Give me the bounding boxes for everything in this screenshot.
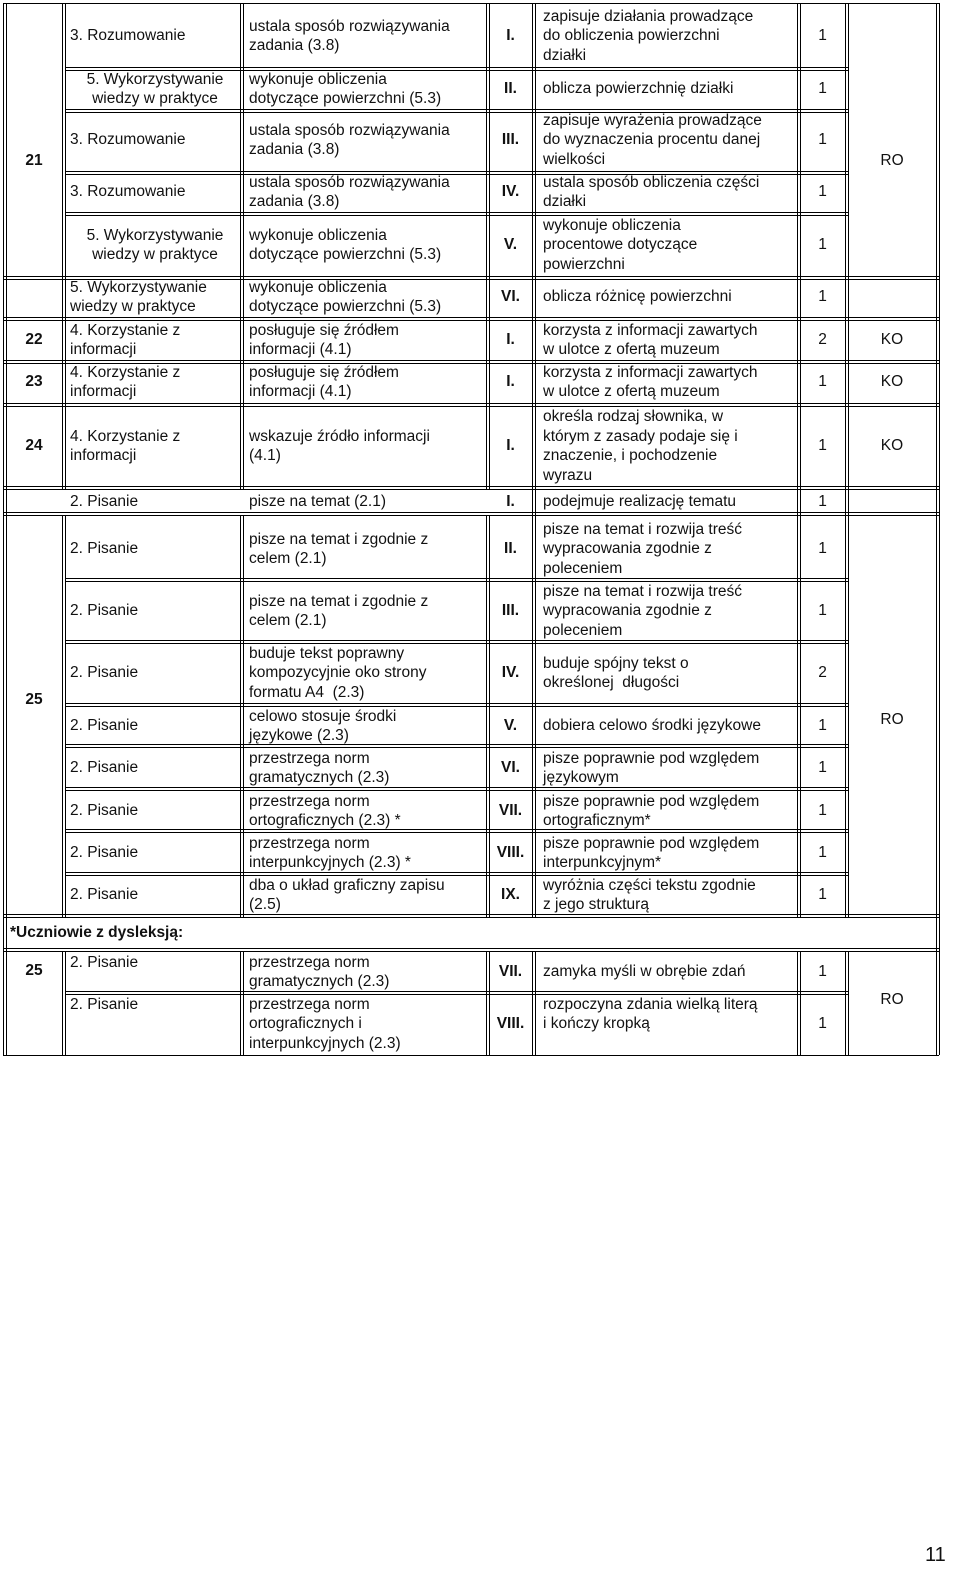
- rule-line: [848, 3, 849, 917]
- row-number: 23: [25, 373, 43, 391]
- criterion-number: III.: [501, 131, 520, 149]
- criterion-number: IX.: [501, 886, 520, 904]
- skill-cell: 3. Rozumowanie: [70, 27, 186, 45]
- rule-line: [243, 951, 244, 1055]
- skill-cell: 2. Pisanie: [70, 954, 139, 972]
- rule-line: [3, 317, 939, 318]
- requirement-cell: ustala sposób rozwiązywania zadania (3.8): [249, 17, 450, 54]
- requirement-cell: posługuje się źródłem informacji (4.1): [249, 321, 399, 358]
- criterion-cell: korzysta z informacji zawartych w ulotce z ofertą muzeum: [543, 321, 758, 358]
- task-type: RO: [880, 711, 904, 729]
- rule-line: [845, 951, 846, 1055]
- criterion-number: IV.: [501, 664, 520, 682]
- rule-line: [3, 512, 939, 513]
- points-cell: 1: [818, 493, 827, 511]
- rule-line: [3, 360, 939, 361]
- rule-line: [797, 3, 798, 917]
- points-cell: 1: [818, 1015, 827, 1033]
- rule-line: [65, 703, 848, 704]
- requirement-cell: przestrzega norm interpunkcyjnych (2.3) *: [249, 834, 411, 871]
- rule-line: [62, 3, 63, 489]
- skill-cell: 2. Pisanie: [70, 802, 139, 820]
- rule-line: [797, 951, 798, 1055]
- criterion-cell: buduje spójny tekst o określonej długości: [543, 654, 689, 691]
- criterion-number: VIII.: [496, 1015, 525, 1033]
- rule-line: [486, 515, 487, 917]
- row-number: 25: [25, 962, 43, 980]
- rule-line: [845, 3, 846, 917]
- requirement-cell: przestrzega norm ortograficznych (2.3) *: [249, 792, 401, 829]
- points-cell: 1: [818, 27, 827, 45]
- requirement-cell: przestrzega norm gramatycznych (2.3): [249, 953, 390, 990]
- criterion-cell: pisze poprawnie pod względem ortograficznym*: [543, 792, 760, 829]
- rule-line: [65, 212, 848, 213]
- criterion-number: I.: [506, 493, 515, 511]
- criterion-number: V.: [503, 717, 518, 735]
- criterion-number: II.: [504, 540, 517, 558]
- rule-line: [3, 403, 939, 404]
- criterion-cell: pisze na temat i rozwija treść wypracowania zgodnie z poleceniem: [543, 582, 742, 639]
- rule-line: [3, 489, 939, 490]
- criterion-number: VII.: [498, 802, 523, 820]
- requirement-cell: wykonuje obliczenia dotyczące powierzchni (5.3): [249, 70, 442, 107]
- skill-cell: 5. Wykorzystywanie wiedzy w praktyce: [70, 278, 207, 315]
- requirement-cell: celowo stosuje środki językowe (2.3): [249, 707, 397, 744]
- row-number: 22: [25, 331, 43, 349]
- points-cell: 2: [818, 331, 827, 349]
- criterion-cell: dobiera celowo środki językowe: [543, 717, 761, 735]
- requirement-cell: ustala sposób rozwiązywania zadania (3.8): [249, 121, 450, 158]
- rule-line: [532, 951, 533, 1055]
- rule-line: [486, 951, 487, 1055]
- points-cell: 1: [818, 759, 827, 777]
- criterion-number: I.: [506, 437, 515, 455]
- rule-line: [532, 3, 533, 917]
- rule-line: [3, 406, 939, 407]
- skill-cell: 5. Wykorzystywanie wiedzy w praktyce: [86, 226, 224, 263]
- task-type: KO: [880, 331, 904, 349]
- rule-line: [535, 3, 536, 917]
- skill-cell: 2. Pisanie: [70, 886, 139, 904]
- requirement-cell: wykonuje obliczenia dotyczące powierzchni (5.3): [249, 226, 442, 263]
- skill-cell: 2. Pisanie: [70, 664, 139, 682]
- rule-line: [3, 3, 4, 1055]
- row-number: 21: [25, 152, 43, 170]
- rule-line: [65, 67, 848, 68]
- criterion-number: I.: [506, 331, 515, 349]
- skill-cell: 3. Rozumowanie: [70, 183, 186, 201]
- criterion-cell: zapisuje wyrażenia prowadzące do wyznaczenia procentu danej wielkości: [543, 111, 762, 168]
- criterion-number: VIII.: [496, 844, 525, 862]
- task-type: KO: [880, 437, 904, 455]
- rule-line: [3, 948, 939, 949]
- skill-cell: 2. Pisanie: [70, 493, 139, 511]
- page-number: 11: [925, 1544, 946, 1566]
- requirement-cell: dba o układ graficzny zapisu (2.5): [249, 876, 445, 913]
- points-cell: 1: [818, 80, 827, 98]
- skill-cell: 4. Korzystanie z informacji: [70, 321, 181, 358]
- criterion-cell: wyróżnia części tekstu zgodnie z jego strukturą: [543, 876, 756, 913]
- skill-cell: 2. Pisanie: [70, 602, 139, 620]
- task-type: KO: [880, 373, 904, 391]
- criterion-cell: rozpoczyna zdania wielką literą i kończy kropką: [543, 995, 758, 1032]
- criterion-cell: oblicza różnicę powierzchni: [543, 288, 732, 306]
- criterion-cell: pisze na temat i rozwija treść wypracowania zgodnie z poleceniem: [543, 520, 742, 577]
- skill-cell: 2. Pisanie: [70, 996, 139, 1014]
- row-number: 24: [25, 437, 43, 455]
- rule-line: [535, 951, 536, 1055]
- points-cell: 1: [818, 717, 827, 735]
- requirement-cell: przestrzega norm gramatycznych (2.3): [249, 749, 390, 786]
- skill-cell: 5. Wykorzystywanie wiedzy w praktyce: [86, 70, 224, 107]
- skill-cell: 4. Korzystanie z informacji: [70, 363, 181, 400]
- skill-cell: 2. Pisanie: [70, 717, 139, 735]
- points-cell: 1: [818, 236, 827, 254]
- criterion-cell: określa rodzaj słownika, w którym z zasady podaje się i znaczenie, i pochodzenie wyrazu: [543, 408, 738, 484]
- points-cell: 1: [818, 802, 827, 820]
- requirement-cell: pisze na temat (2.1): [249, 493, 386, 511]
- task-type: RO: [880, 991, 904, 1009]
- requirement-cell: buduje tekst poprawny kompozycyjnie oko strony formatu A4 (2.3): [249, 644, 427, 701]
- criterion-number: IV.: [501, 183, 520, 201]
- skill-cell: 2. Pisanie: [70, 844, 139, 862]
- rule-line: [936, 3, 937, 1055]
- criterion-cell: zapisuje działania prowadzące do obliczenia powierzchni działki: [543, 7, 754, 64]
- points-cell: 1: [818, 373, 827, 391]
- points-cell: 1: [818, 602, 827, 620]
- points-cell: 1: [818, 183, 827, 201]
- criterion-number: VI.: [501, 759, 520, 777]
- rule-line: [240, 3, 241, 489]
- criterion-number: VI.: [501, 288, 520, 306]
- requirement-cell: pisze na temat i zgodnie z celem (2.1): [249, 530, 429, 567]
- points-cell: 1: [818, 540, 827, 558]
- requirement-cell: wykonuje obliczenia dotyczące powierzchni (5.3): [249, 278, 442, 315]
- rule-line: [3, 1055, 939, 1056]
- skill-cell: 3. Rozumowanie: [70, 131, 186, 149]
- points-cell: 1: [818, 886, 827, 904]
- criterion-number: III.: [501, 602, 520, 620]
- rule-line: [3, 3, 939, 4]
- criterion-cell: oblicza powierzchnię działki: [543, 80, 734, 98]
- criterion-number: VII.: [498, 963, 523, 981]
- rule-line: [243, 515, 244, 917]
- dyslexia-header: *Uczniowie z dysleksją:: [10, 924, 184, 942]
- skill-cell: 2. Pisanie: [70, 759, 139, 777]
- rule-line: [65, 951, 66, 1055]
- rule-line: [243, 3, 244, 489]
- criterion-cell: pisze poprawnie pod względem interpunkcyjnym*: [543, 834, 760, 871]
- points-cell: 1: [818, 963, 827, 981]
- criterion-cell: korzysta z informacji zawartych w ulotce z ofertą muzeum: [543, 363, 758, 400]
- criterion-cell: ustala sposób obliczenia części działki: [543, 173, 760, 210]
- points-cell: 1: [818, 131, 827, 149]
- points-cell: 1: [818, 437, 827, 455]
- skill-cell: 2. Pisanie: [70, 540, 139, 558]
- requirement-cell: wskazuje źródło informacji (4.1): [249, 427, 430, 464]
- rule-line: [240, 951, 241, 1055]
- requirement-cell: posługuje się źródłem informacji (4.1): [249, 363, 399, 400]
- rule-line: [3, 515, 939, 516]
- row-number: 25: [25, 691, 43, 709]
- skill-cell: 4. Korzystanie z informacji: [70, 427, 181, 464]
- criterion-number: II.: [504, 80, 517, 98]
- criterion-cell: pisze poprawnie pod względem językowym: [543, 749, 760, 786]
- criterion-cell: zamyka myśli w obrębie zdań: [543, 963, 746, 981]
- points-cell: 1: [818, 844, 827, 862]
- rule-line: [3, 917, 939, 918]
- points-cell: 1: [818, 288, 827, 306]
- rule-line: [65, 515, 66, 917]
- rule-line: [65, 3, 66, 489]
- requirement-cell: ustala sposób rozwiązywania zadania (3.8): [249, 173, 450, 210]
- rule-line: [486, 3, 487, 489]
- requirement-cell: przestrzega norm ortograficznych i interpunkcyjnych (2.3): [249, 995, 401, 1052]
- criterion-cell: podejmuje realizację tematu: [543, 493, 736, 511]
- rule-line: [939, 3, 940, 1055]
- criterion-cell: wykonuje obliczenia procentowe dotyczące powierzchni: [543, 216, 698, 273]
- requirement-cell: pisze na temat i zgodnie z celem (2.1): [249, 592, 429, 629]
- points-cell: 2: [818, 664, 827, 682]
- criterion-number: I.: [506, 27, 515, 45]
- criterion-number: I.: [506, 373, 515, 391]
- criterion-number: V.: [503, 236, 518, 254]
- task-type: RO: [880, 152, 904, 170]
- rule-line: [62, 515, 63, 917]
- rule-line: [62, 951, 63, 1055]
- rule-line: [240, 515, 241, 917]
- rule-line: [3, 486, 939, 487]
